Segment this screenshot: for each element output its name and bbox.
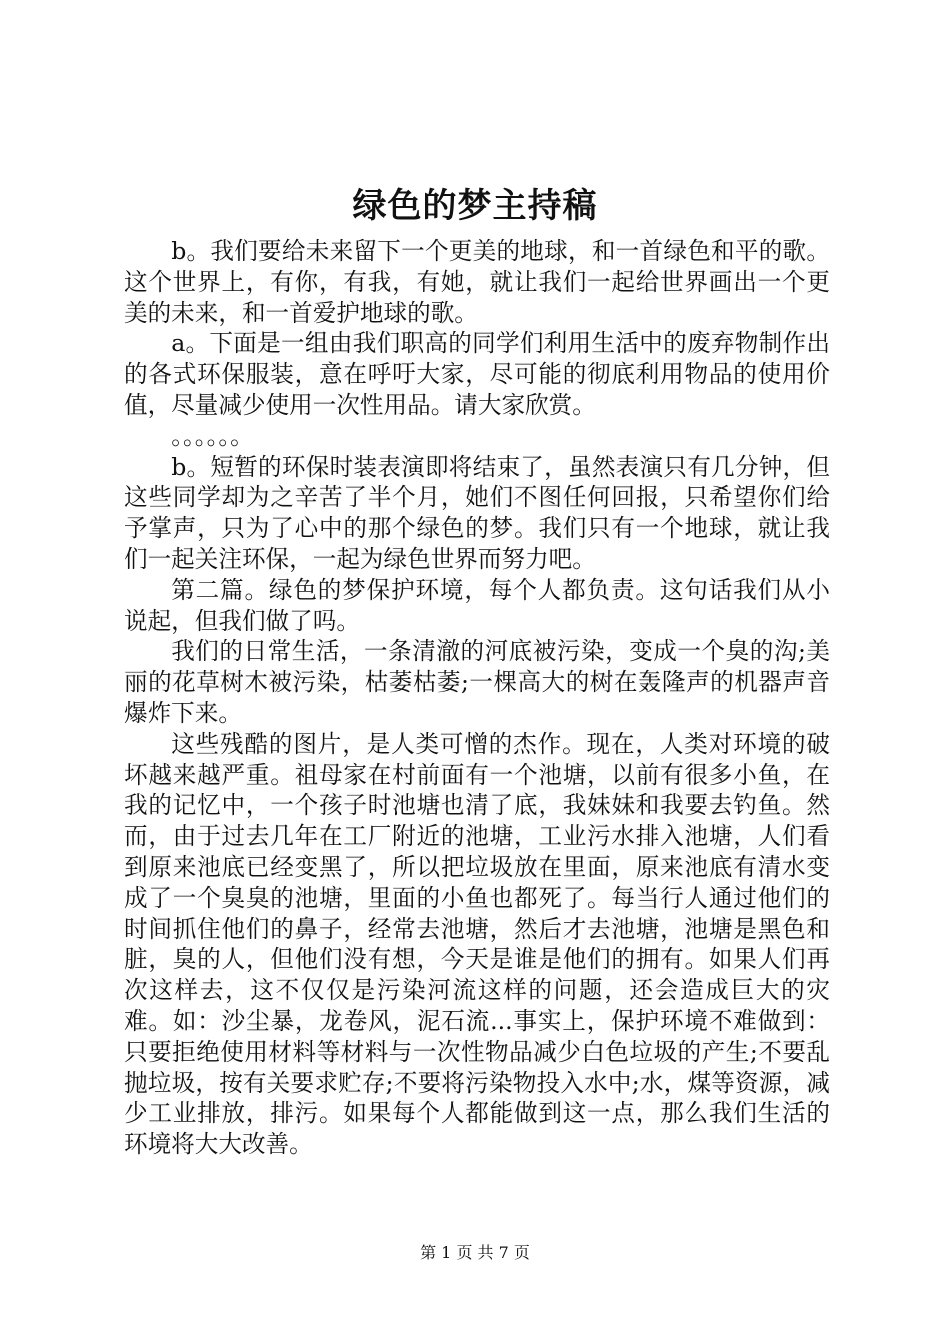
paragraph-5: 第二篇。绿色的梦保护环境，每个人都负责。这句话我们从小说起，但我们做了吗。: [124, 575, 830, 635]
document-body: [124, 236, 830, 1160]
paragraph-1: b。我们要给未来留下一个更美的地球，和一首绿色和平的歌。这个世界上，有你，有我，有她，就让我们一起给世界画出一个更美的未来，和一首爱护地球的歌。: [124, 237, 830, 327]
paragraph-3: 。。。。。。: [171, 421, 254, 450]
paragraph-4: b。短暂的环保时装表演即将结束了，虽然表演只有几分钟，但这些同学却为之辛苦了半个月，她们不图任何回报，只希望你们给予掌声，只为了心中的那个绿色的梦。我们只有一个地球，就让我们一起关注环保，一起为绿色世界而努力吧。: [124, 452, 830, 573]
page-number-footer: 第 1 页 共 7 页: [420, 1243, 530, 1262]
document-title: 绿色的梦主持稿: [352, 186, 598, 226]
paragraph-7: 这些残酷的图片，是人类可憎的杰作。现在，人类对环境的破坏越来越严重。祖母家在村前面有一个池塘，以前有很多小鱼，在我的记忆中，一个孩子时池塘也清了底，我妹妹和我要去钓鱼。然而，由于过去几年在工厂附近的池塘，工业污水排入池塘，人们看到原来池底已经变黑了，所以把垃圾放在里面，原来池底有清水变成了一个臭臭的池塘，里面的小鱼也都死了。每当行人通过他们的时间抓住他们的鼻子，经常去池塘，然后才去池塘，池塘是黑色和脏，臭的人，但他们没有想，今天是谁是他们的拥有。如果人们再次这样去，这不仅仅是污染河流这样的问题，还会造成巨大的灾难。如：沙尘暴，龙卷风，泥石流...事实上，保护环境不难做到：只要拒绝使用材料等材料与一次性物品减少白色垃圾的产生;不要乱抛垃圾，按有关要求贮存;不要将污染物投入水中;水，煤等资源，减少工业排放，排污。如果每个人都能做到这一点，那么我们生活的环境将大大改善。: [124, 729, 830, 1159]
paragraph-6: 我们的日常生活，一条清澈的河底被污染，变成一个臭的沟;美丽的花草树木被污染，枯萎枯萎;一棵高大的树在轰隆声的机器声音爆炸下来。: [124, 637, 830, 727]
paragraph-2: a。下面是一组由我们职高的同学们利用生活中的废弃物制作出的各式环保服装，意在呼吁大家，尽可能的彻底利用物品的使用价值，尽量减少使用一次性用品。请大家欣赏。: [124, 329, 830, 419]
